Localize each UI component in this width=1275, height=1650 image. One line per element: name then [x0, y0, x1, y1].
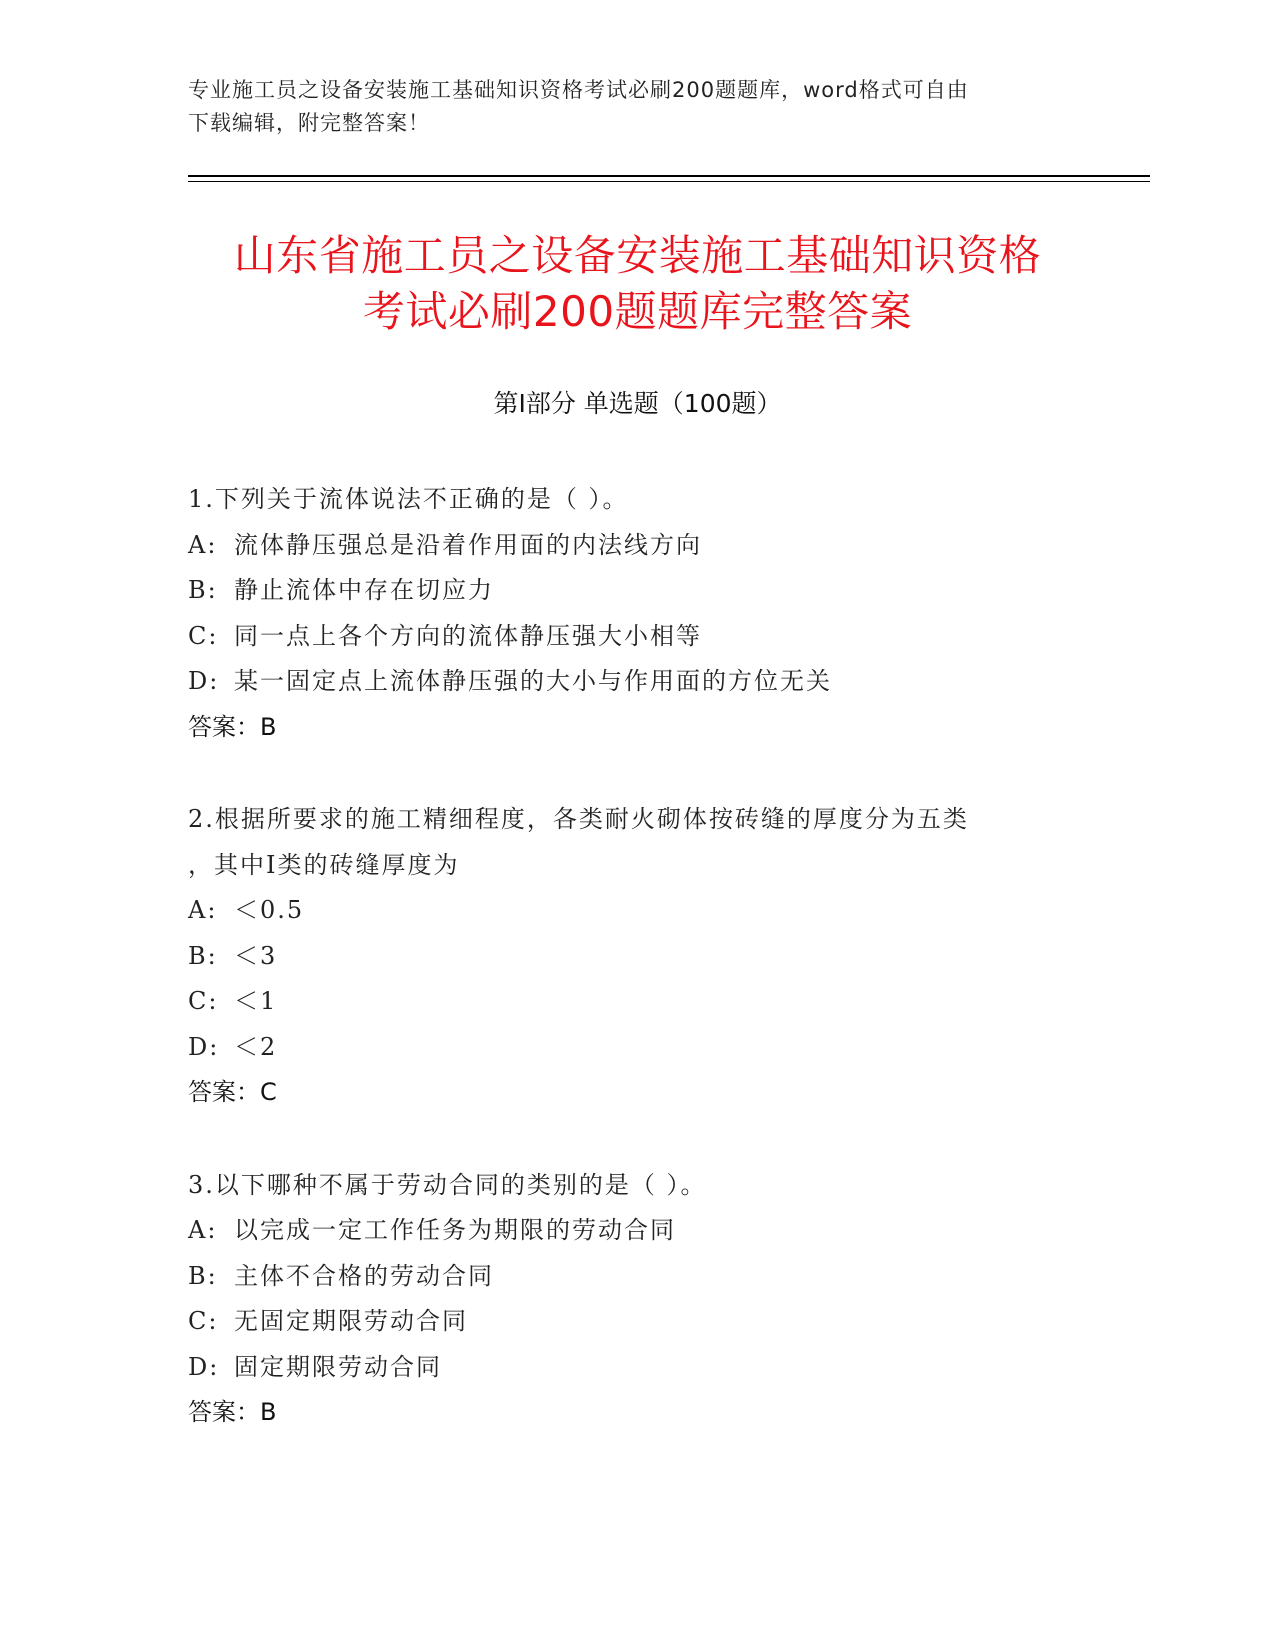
- option-b: [188, 1254, 1088, 1300]
- section-heading: 第Ⅰ部分 单选题（100题）: [493, 389, 782, 418]
- option-label: A:: [188, 530, 218, 559]
- title-line-2: 考试必刷200题题库完整答案: [362, 287, 913, 336]
- option-label: A:: [188, 896, 218, 924]
- option-text: ＜2: [234, 1032, 278, 1061]
- option-text: 同一点上各个方向的流体静压强大小相等: [234, 621, 702, 650]
- header-divider-thin: [188, 181, 1150, 182]
- option-text: ＜3: [234, 941, 278, 970]
- option-c: [188, 1299, 1088, 1345]
- answer: 答案：B: [188, 1398, 277, 1426]
- option-text: ＜1: [234, 987, 278, 1015]
- option-d: [188, 1345, 1088, 1391]
- option-text: 主体不合格的劳动合同: [234, 1261, 494, 1290]
- answer: 答案：B: [188, 712, 277, 741]
- intro-text: [188, 74, 1088, 140]
- option-b: [188, 568, 1088, 614]
- question-stem: 1.下列关于流体说法不正确的是（ ）。: [188, 485, 629, 513]
- option-a: [188, 523, 1088, 569]
- answer: 答案：C: [188, 1078, 277, 1106]
- option-c: [188, 614, 1088, 660]
- option-label: D:: [188, 667, 220, 695]
- option-a: [188, 888, 1088, 934]
- option-text: 流体静压强总是沿着作用面的内法线方向: [234, 530, 702, 559]
- option-label: D:: [188, 1352, 220, 1381]
- option-text: ＜0.5: [234, 896, 305, 924]
- option-label: A:: [188, 1216, 218, 1244]
- question-stem: 2.根据所要求的施工精细程度，各类耐火砌体按砖缝的厚度分为五类: [188, 805, 969, 833]
- title-line-1: 山东省施工员之设备安装施工基础知识资格: [233, 231, 1042, 280]
- document-title: [120, 228, 1155, 340]
- option-a: [188, 1208, 1088, 1254]
- option-label: B:: [188, 941, 218, 970]
- option-d: [188, 659, 1088, 705]
- header-divider-thick: [188, 175, 1150, 177]
- option-c: [188, 979, 1088, 1025]
- question-1: [188, 477, 1088, 750]
- option-label: B:: [188, 576, 218, 604]
- option-b: [188, 934, 1088, 980]
- option-text: 某一固定点上流体静压强的大小与作用面的方位无关: [234, 667, 832, 695]
- intro-line-2: 下载编辑，附完整答案！: [188, 111, 430, 135]
- option-label: C:: [188, 987, 219, 1015]
- question-3: [188, 1163, 1088, 1436]
- question-stem: 3.以下哪种不属于劳动合同的类别的是（ ）。: [188, 1170, 707, 1199]
- option-label: B:: [188, 1261, 218, 1290]
- question-stem-continued: ，其中Ⅰ类的砖缝厚度为: [188, 850, 460, 879]
- option-text: 固定期限劳动合同: [234, 1352, 442, 1381]
- option-label: C:: [188, 621, 219, 650]
- option-text: 静止流体中存在切应力: [234, 576, 494, 604]
- option-label: C:: [188, 1307, 219, 1335]
- option-label: D:: [188, 1032, 220, 1061]
- question-2: [188, 797, 1088, 1116]
- option-text: 无固定期限劳动合同: [234, 1307, 468, 1335]
- question-list: [188, 477, 1088, 1483]
- intro-line-1: 专业施工员之设备安装施工基础知识资格考试必刷200题题库，word格式可自由: [188, 78, 969, 102]
- option-text: 以完成一定工作任务为期限的劳动合同: [234, 1216, 676, 1244]
- option-d: [188, 1025, 1088, 1071]
